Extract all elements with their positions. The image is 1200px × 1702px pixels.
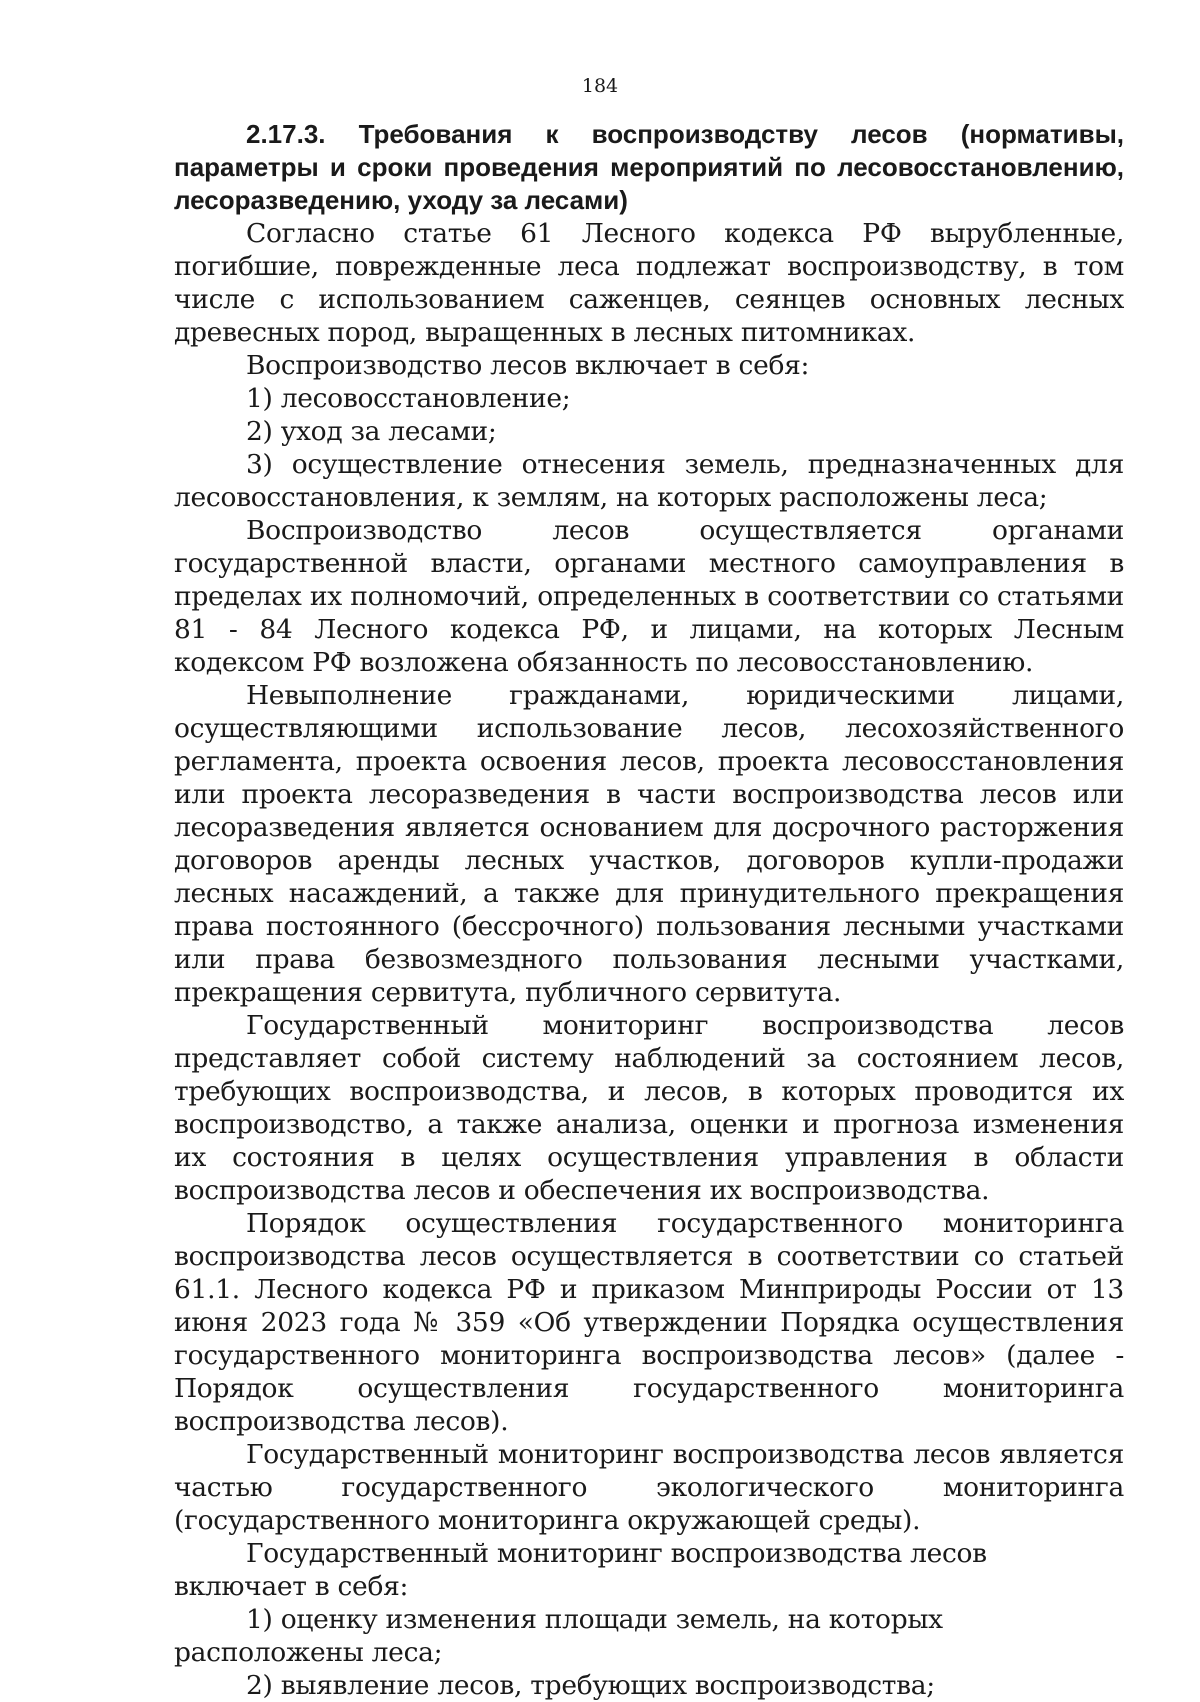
paragraph-article-61: Согласно статье 61 Лесного кодекса РФ вырубленные, погибшие, поврежденные леса подлежат воспроизводству, в том числе с использованием саженцев, сеянцев основных лесных древесных пород, выращенных в лесных питомниках.	[174, 218, 1124, 348]
section-heading: 2.17.3. Требования к воспроизводству лесов (нормативы, параметры и сроки проведения мероприятий по лесовосстановлению, лесоразведению, уходу за лесами)	[174, 119, 1124, 215]
list-item-area-assessment: 1) оценку изменения площади земель, на которых расположены леса;	[174, 1604, 943, 1668]
page-number: 184	[581, 75, 619, 97]
paragraph-monitoring-procedure: Порядок осуществления государственного мониторинга воспроизводства лесов осуществляется в соответствии со статьей 61.1. Лесного кодекса РФ и приказом Минприроды России от 13 июня 2023 года № 359 «Об утверждении Порядка осуществления государственного мониторинга воспроизводства лесов» (далее - Порядок осуществления государственного мониторинга воспроизводства лесов).	[174, 1208, 1124, 1437]
page-content	[174, 118, 1124, 1702]
list-item-forest-care: 2) уход за лесами;	[246, 416, 497, 447]
paragraph-authorities: Воспроизводство лесов осуществляется органами государственной власти, органами местного самоуправления в пределах их полномочий, определенных в соответствии со статьями 81 - 84 Лесного кодекса РФ, и лицами, на которых Лесным кодексом РФ возложена обязанность по лесовосстановлению.	[174, 515, 1124, 678]
paragraph-monitoring-definition: Государственный мониторинг воспроизводства лесов представляет собой систему наблюдений за состоянием лесов, требующих воспроизводства, и лесов, в которых проводится их воспроизводство, а также анализа, оценки и прогноза изменения их состояния в целях осуществления управления в области воспроизводства лесов и обеспечения их воспроизводства.	[174, 1010, 1124, 1206]
paragraph-non-compliance: Невыполнение гражданами, юридическими лицами, осуществляющими использование лесов, лесохозяйственного регламента, проекта освоения лесов, проекта лесовосстановления или проекта лесоразведения в части воспроизводства лесов или лесоразведения является основанием для досрочного расторжения договоров аренды лесных участков, договоров купли-продажи лесных насаждений, а также для принудительного прекращения права постоянного (бессрочного) пользования лесными участками или права безвозмездного пользования лесными участками, прекращения сервитута, публичного сервитута.	[174, 680, 1124, 1008]
list-item-forest-identification: 2) выявление лесов, требующих воспроизводства;	[246, 1670, 935, 1701]
paragraph-monitoring-includes: Государственный мониторинг воспроизводства лесов включает в себя:	[174, 1538, 987, 1602]
list-item-land-assignment: 3) осуществление отнесения земель, предназначенных для лесовосстановления, к землям, на которых расположены леса;	[174, 449, 1124, 513]
paragraph-monitoring-part-of: Государственный мониторинг воспроизводства лесов является частью государственного экологического мониторинга (государственного мониторинга окружающей среды).	[174, 1439, 1124, 1536]
list-item-reforestation: 1) лесовосстановление;	[246, 383, 571, 414]
paragraph-reproduction-includes: Воспроизводство лесов включает в себя:	[246, 350, 810, 381]
